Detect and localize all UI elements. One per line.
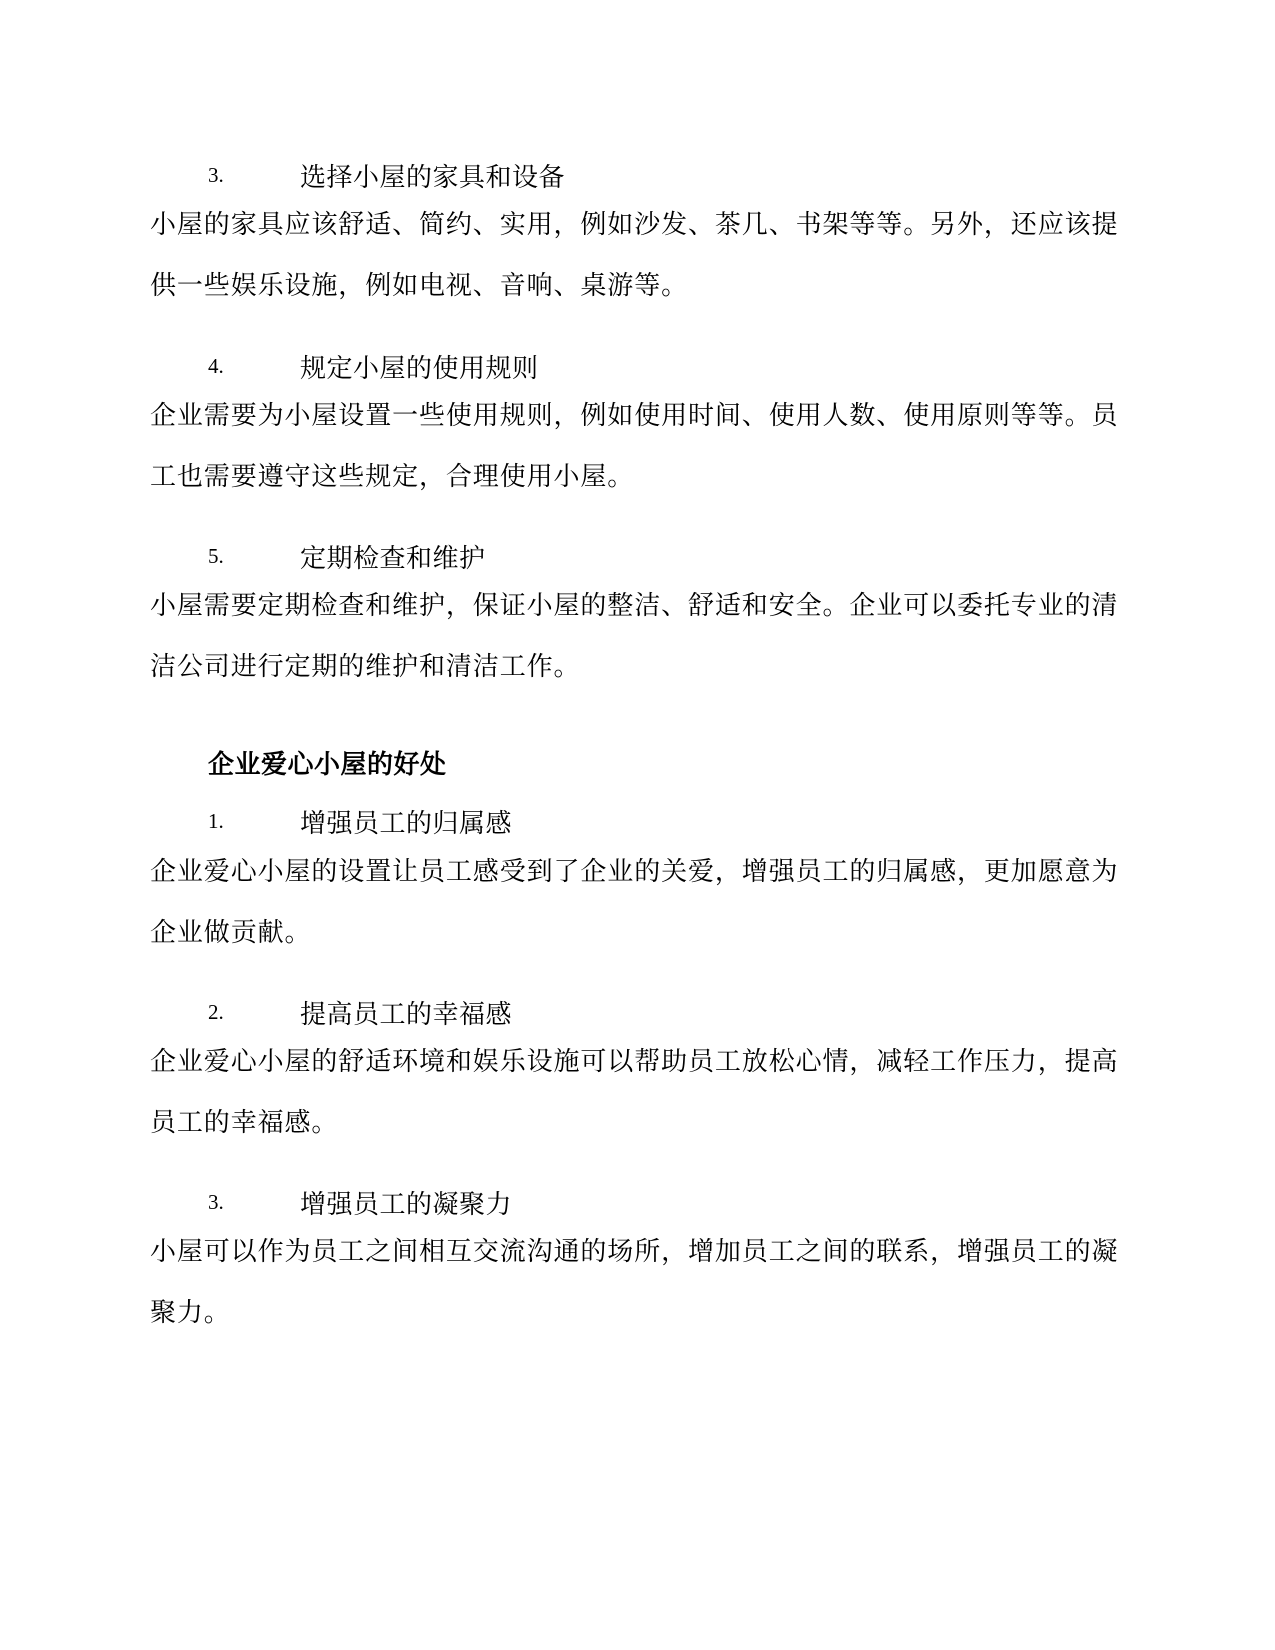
list-number: 4. — [208, 353, 224, 378]
list-item-title: 规定小屋的使用规则 — [300, 353, 539, 384]
list-number: 5. — [208, 543, 224, 568]
list-item-heading — [208, 155, 565, 195]
list-item-heading — [208, 801, 512, 841]
list-number: 3. — [208, 1189, 224, 1214]
list-item-heading — [208, 346, 539, 386]
section-heading: 企业爱心小屋的好处 — [208, 750, 447, 780]
list-item-heading — [208, 536, 486, 576]
list-number: 1. — [208, 808, 224, 833]
paragraph: 企业爱心小屋的设置让员工感受到了企业的关爱，增强员工的归属感，更加愿意为企业做贡献。 — [150, 857, 1119, 948]
list-item-title: 定期检查和维护 — [300, 543, 486, 574]
list-item-heading — [208, 992, 512, 1032]
list-item-title: 增强员工的凝聚力 — [300, 1189, 513, 1220]
paragraph: 小屋可以作为员工之间相互交流沟通的场所，增加员工之间的联系，增强员工的凝聚力。 — [150, 1237, 1119, 1328]
list-item-heading — [208, 1182, 512, 1222]
list-number: 3. — [208, 162, 224, 187]
list-item-title: 增强员工的归属感 — [300, 808, 513, 839]
list-number: 2. — [208, 999, 224, 1024]
paragraph: 企业需要为小屋设置一些使用规则，例如使用时间、使用人数、使用原则等等。员工也需要遵守这些规定，合理使用小屋。 — [150, 401, 1119, 492]
paragraph: 小屋需要定期检查和维护，保证小屋的整洁、舒适和安全。企业可以委托专业的清洁公司进行定期的维护和清洁工作。 — [150, 591, 1119, 682]
paragraph: 小屋的家具应该舒适、简约、实用，例如沙发、茶几、书架等等。另外，还应该提供一些娱乐设施，例如电视、音响、桌游等。 — [150, 210, 1119, 301]
list-item-title: 提高员工的幸福感 — [300, 999, 513, 1030]
paragraph: 企业爱心小屋的舒适环境和娱乐设施可以帮助员工放松心情，减轻工作压力，提高员工的幸福感。 — [150, 1047, 1119, 1138]
list-item-title: 选择小屋的家具和设备 — [300, 162, 566, 193]
